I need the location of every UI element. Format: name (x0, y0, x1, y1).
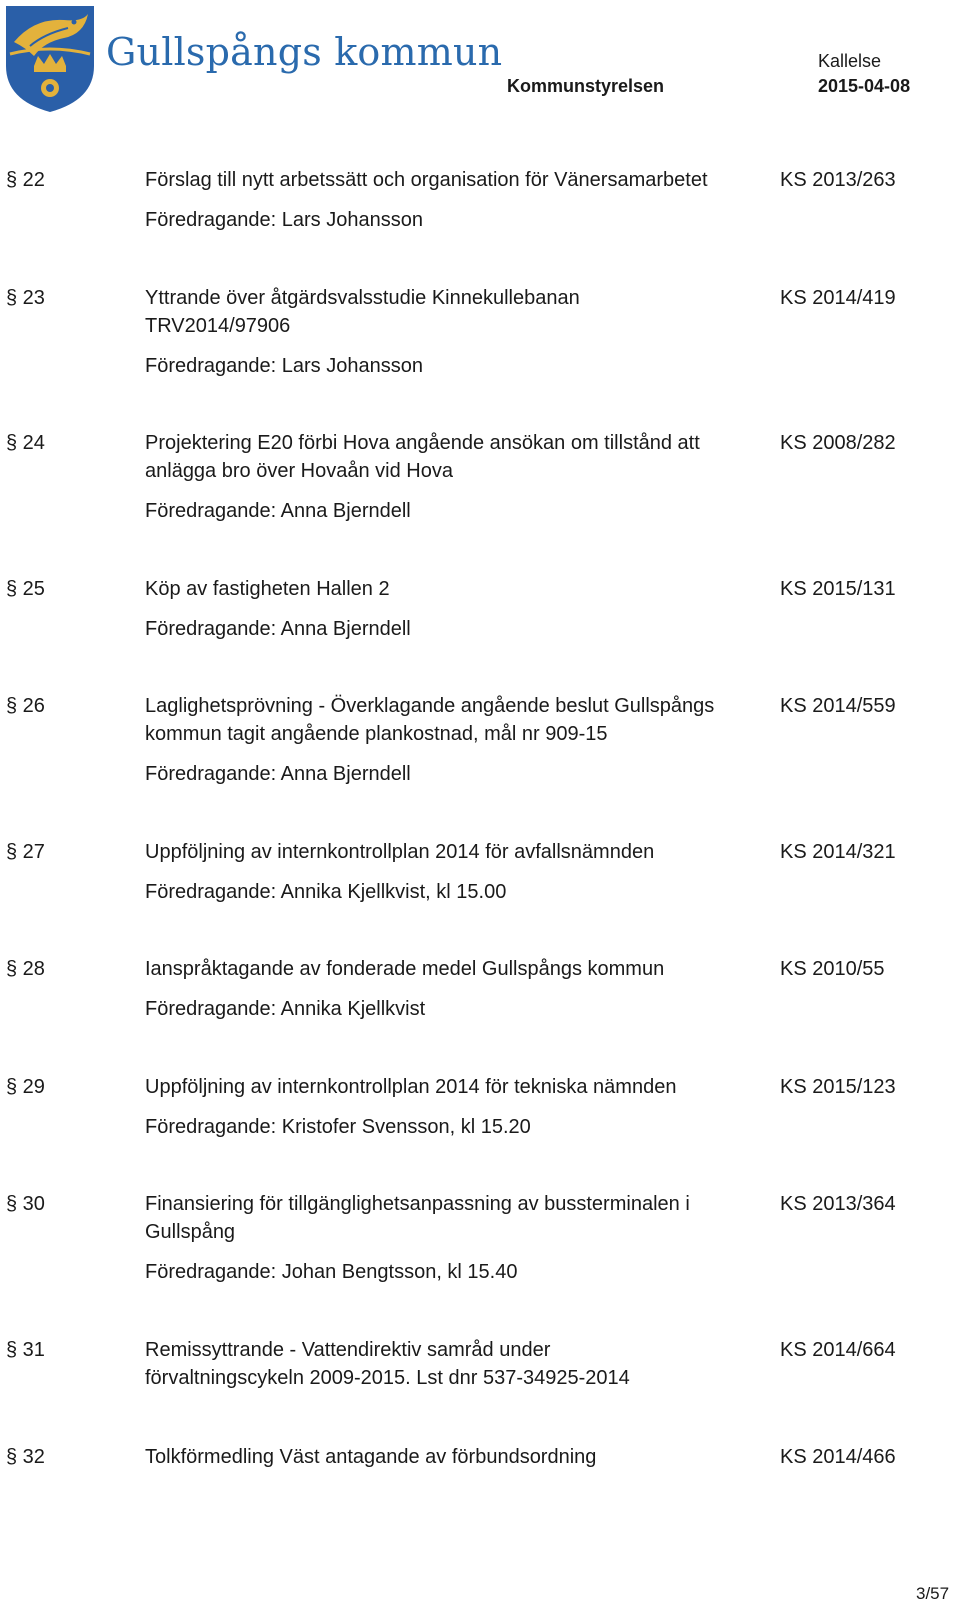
paragraph-number: § 27 (6, 841, 45, 863)
agenda-item-presenter: Föredragande: Kristofer Svensson, kl 15.20 (145, 1116, 531, 1138)
agenda-item-presenter: Föredragande: Anna Bjerndell (145, 500, 411, 522)
paragraph-number: § 29 (6, 1076, 45, 1098)
case-reference: KS 2010/55 (780, 958, 885, 980)
paragraph-number: § 25 (6, 578, 45, 600)
paragraph-number: § 24 (6, 432, 45, 454)
case-reference: KS 2013/263 (780, 169, 896, 191)
case-reference: KS 2014/559 (780, 695, 896, 717)
agenda-item-presenter: Föredragande: Lars Johansson (145, 355, 423, 377)
agenda-item-body (145, 838, 745, 906)
case-reference: KS 2014/466 (780, 1446, 896, 1468)
agenda-item-title: Köp av fastigheten Hallen 2 (145, 578, 390, 600)
agenda-item-title: Yttrande över åtgärdsvalsstudie Kinnekullebanan TRV2014/97906 (145, 287, 580, 337)
paragraph-number: § 22 (6, 169, 45, 191)
page-header (0, 0, 960, 120)
agenda-item-title: Förslag till nytt arbetssätt och organisation för Vänersamarbetet (145, 169, 708, 191)
agenda-item-title: Finansiering för tillgänglighetsanpassning av bussterminalen i Gullspång (145, 1193, 690, 1243)
case-reference: KS 2014/664 (780, 1339, 896, 1361)
agenda-item-title: Laglighetsprövning - Överklagande angående beslut Gullspångs kommun tagit angående plankostnad, mål nr 909-15 (145, 695, 715, 745)
agenda-item-title: Uppföljning av internkontrollplan 2014 för tekniska nämnden (145, 1076, 677, 1098)
agenda-item-presenter: Föredragande: Anna Bjerndell (145, 618, 411, 640)
agenda-item-body (145, 575, 745, 643)
document-date: 2015-04-08 (818, 76, 911, 96)
agenda-item-presenter: Föredragande: Annika Kjellkvist (145, 998, 426, 1020)
agenda-item-body (145, 429, 745, 525)
paragraph-number: § 32 (6, 1446, 45, 1468)
case-reference: KS 2014/321 (780, 841, 896, 863)
case-reference: KS 2014/419 (780, 287, 896, 309)
case-reference: KS 2013/364 (780, 1193, 896, 1215)
agenda-item-title: Uppföljning av internkontrollplan 2014 för avfallsnämnden (145, 841, 655, 863)
agenda-item-title: Tolkförmedling Väst antagande av förbundsordning (145, 1446, 597, 1468)
agenda-item-body (145, 1336, 685, 1392)
agenda-item-body (145, 284, 615, 380)
paragraph-number: § 30 (6, 1193, 45, 1215)
agenda-item-body (145, 1073, 745, 1141)
agenda-item-presenter: Föredragande: Anna Bjerndell (145, 763, 411, 785)
agenda-item-body (145, 1443, 745, 1471)
agenda-item-presenter: Föredragande: Lars Johansson (145, 209, 423, 231)
org-name: Gullspångs kommun (106, 30, 503, 74)
agenda-item-title: Remissyttrande - Vattendirektiv samråd under förvaltningscykeln 2009-2015. Lst dnr 537-34925-2014 (145, 1339, 630, 1389)
agenda-item-title: Ianspråktagande av fonderade medel Gullspångs kommun (145, 958, 665, 980)
case-reference: KS 2008/282 (780, 432, 896, 454)
case-reference: KS 2015/131 (780, 578, 896, 600)
paragraph-number: § 31 (6, 1339, 45, 1361)
municipal-crest-icon (4, 4, 96, 114)
document-type: Kallelse (818, 51, 882, 71)
committee-name: Kommunstyrelsen (507, 76, 665, 96)
paragraph-number: § 28 (6, 958, 45, 980)
agenda-item-body (145, 692, 745, 788)
agenda-item-presenter: Föredragande: Johan Bengtsson, kl 15.40 (145, 1261, 518, 1283)
agenda-item-body (145, 1190, 745, 1286)
paragraph-number: § 26 (6, 695, 45, 717)
agenda-item-presenter: Föredragande: Annika Kjellkvist, kl 15.00 (145, 881, 507, 903)
paragraph-number: § 23 (6, 287, 45, 309)
agenda-item-body (145, 955, 745, 1023)
case-reference: KS 2015/123 (780, 1076, 896, 1098)
agenda-item-title: Projektering E20 förbi Hova angående ansökan om tillstånd att anlägga bro över Hovaån vid Hova (145, 432, 700, 482)
page-number: 3/57 (916, 1584, 950, 1603)
agenda-item-body (145, 166, 745, 234)
